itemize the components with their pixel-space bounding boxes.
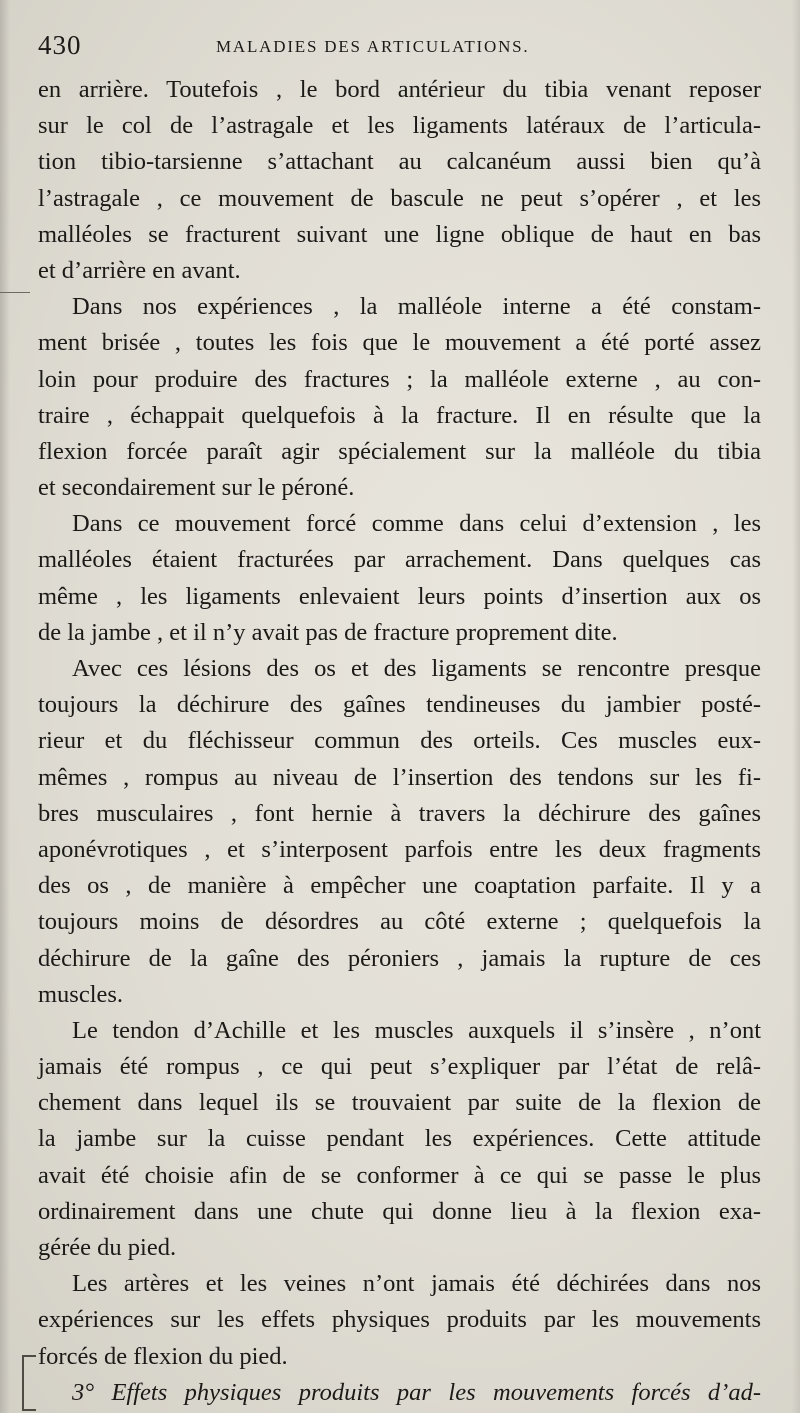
text-line: tion tibio-tarsienne s’attachant au calcanéum aussi bien qu’à	[38, 148, 761, 176]
paragraph-start-line: Avec ces lésions des os et des ligaments se rencontre presque	[72, 655, 761, 682]
body-text	[38, 72, 761, 1411]
text-line: rieur et du fléchisseur commun des orteils. Ces muscles eux-	[38, 727, 761, 755]
text-line: expériences sur les effets physiques produits par les mouvements	[38, 1306, 761, 1334]
text-line: chement dans lequel ils se trouvaient par suite de la flexion de	[38, 1089, 761, 1117]
text-line: des os , de manière à empêcher une coaptation parfaite. Il y a	[38, 872, 761, 900]
section-heading-line: 3° Effets physiques produits par les mouvements forcés d’ad-	[72, 1378, 761, 1406]
running-title: MALADIES DES ARTICULATIONS.	[216, 37, 530, 56]
text-line: bres musculaires , font hernie à travers la déchirure des gaînes	[38, 799, 761, 827]
text-line: aponévrotiques , et s’interposent parfois entre les deux fragments	[38, 835, 761, 863]
text-line: toujours la déchirure des gaînes tendineuses du jambier posté-	[38, 691, 761, 719]
text-line: de la jambe , et il n’y avait pas de fracture proprement dite.	[38, 618, 618, 646]
paragraph-start-line: Dans nos expériences , la malléole interne a été constam-	[72, 293, 761, 321]
text-line: jamais été rompus , ce qui peut s’expliquer par l’état de relâ-	[38, 1053, 761, 1081]
text-line: mêmes , rompus au niveau de l’insertion des tendons sur les fi-	[38, 763, 761, 791]
text-line: traire , échappait quelquefois à la fracture. Il en résulte que la	[38, 401, 761, 429]
text-line: malléoles étaient fracturées par arrachement. Dans quelques cas	[38, 546, 761, 574]
text-line: flexion forcée paraît agir spécialement sur la malléole du tibia	[38, 437, 761, 465]
text-line: avait été choisie afin de se conformer à ce qui se passe le plus	[38, 1161, 761, 1189]
text-line: et secondairement sur le péroné.	[38, 474, 355, 502]
text-line: gérée du pied.	[38, 1234, 177, 1261]
text-line: malléoles se fracturent suivant une ligne oblique de haut en bas	[38, 220, 761, 248]
text-line: sur le col de l’astragale et les ligaments latéraux de l’articula-	[38, 112, 761, 140]
text-line: l’astragale , ce mouvement de bascule ne peut s’opérer , et les	[38, 184, 761, 212]
paragraph-start-line: Les artères et les veines n’ont jamais été déchirées dans nos	[72, 1270, 761, 1298]
text-line: muscles.	[38, 980, 124, 1008]
margin-bracket	[22, 1355, 36, 1411]
text-line: en arrière. Toutefois , le bord antérieur du tibia venant reposer	[38, 76, 761, 103]
margin-mark	[0, 292, 30, 293]
text-line: ordinairement dans une chute qui donne lieu à la flexion exa-	[38, 1197, 761, 1225]
paragraph-start-line: Dans ce mouvement forcé comme dans celui d’extension , les	[72, 510, 761, 538]
page-header	[38, 30, 763, 66]
text-line: déchirure de la gaîne des péroniers , jamais la rupture de ces	[38, 944, 761, 972]
page-left-edge-shadow	[0, 0, 10, 1413]
text-line: et d’arrière en avant.	[38, 256, 241, 284]
text-line: forcés de flexion du pied.	[38, 1342, 288, 1370]
paragraph-start-line: Le tendon d’Achille et les muscles auxquels il s’insère , n’ont	[72, 1016, 761, 1044]
text-line: ment brisée , toutes les fois que le mouvement a été porté assez	[38, 329, 761, 357]
page-right-edge-shadow	[792, 0, 800, 1413]
text-line: loin pour produire des fractures ; la malléole externe , au con-	[38, 365, 761, 393]
text-line: toujours moins de désordres au côté externe ; quelquefois la	[38, 908, 761, 936]
text-line: même , les ligaments enlevaient leurs points d’insertion aux os	[38, 582, 761, 610]
page-number: 430	[38, 30, 82, 60]
text-line: la jambe sur la cuisse pendant les expériences. Cette attitude	[38, 1125, 761, 1153]
